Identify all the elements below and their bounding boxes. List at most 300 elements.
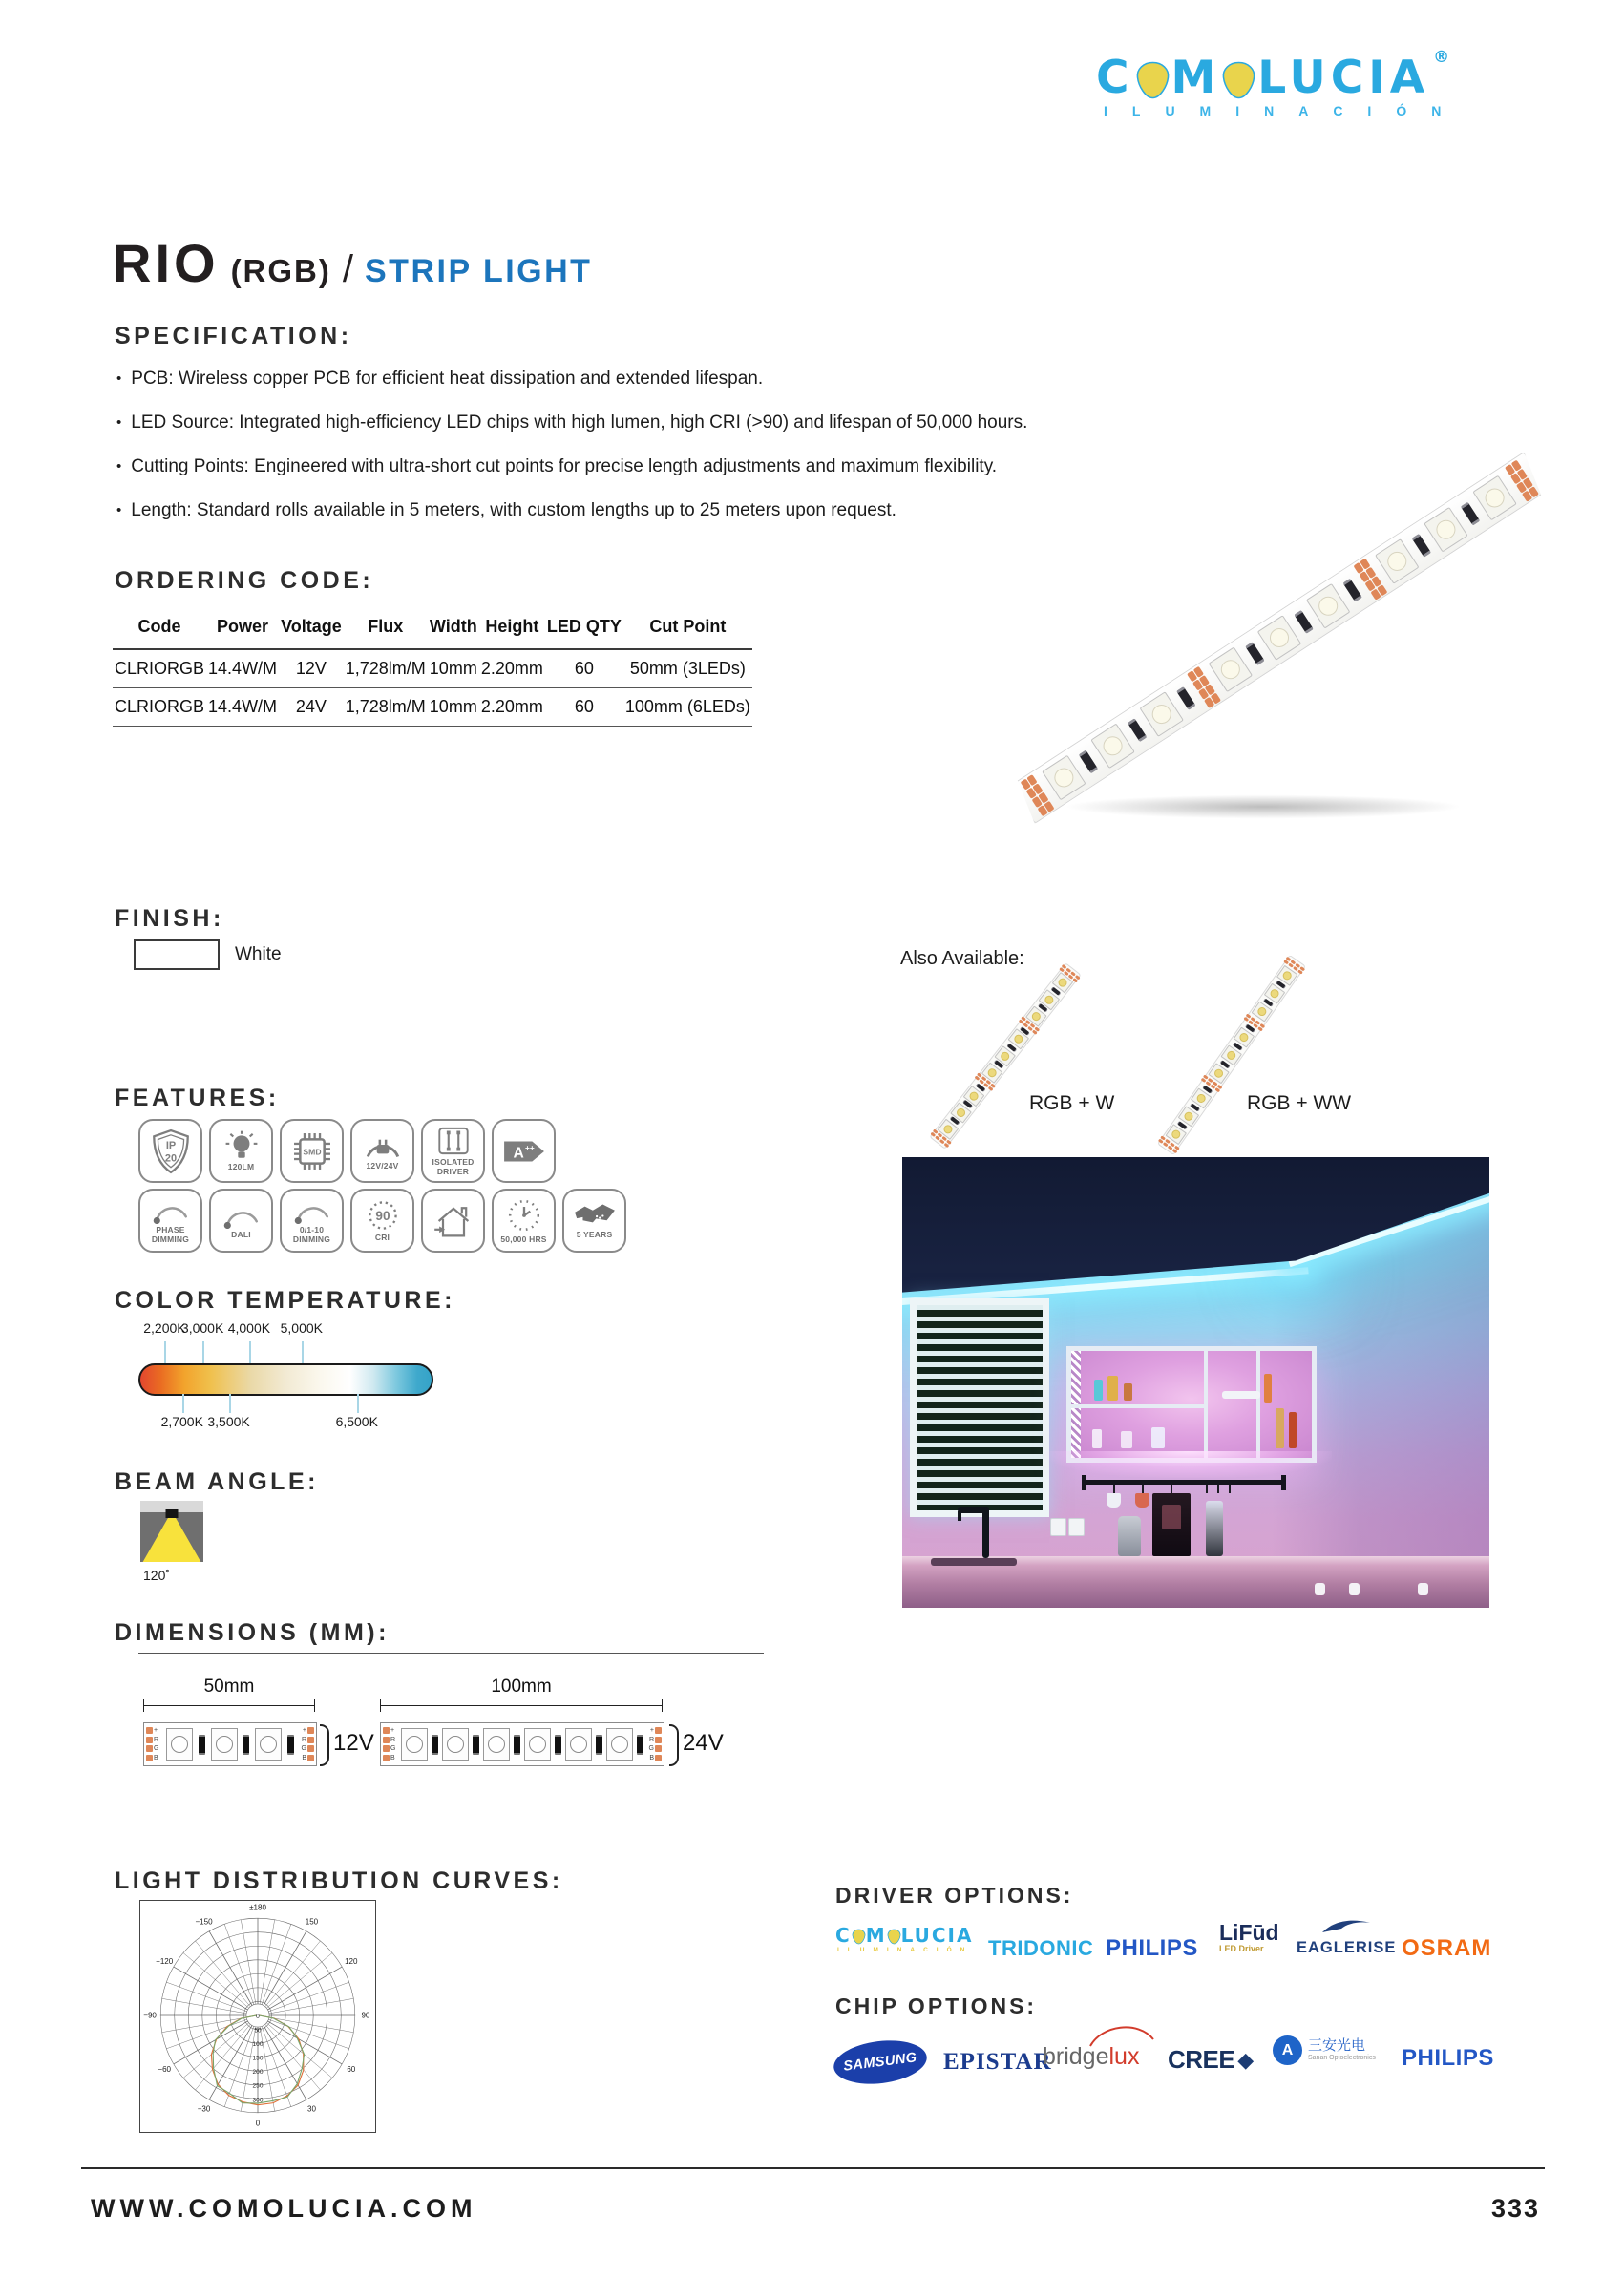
feature-smd [280,1119,344,1183]
logo-pick-icon [887,1929,901,1945]
dimension-line [380,1699,663,1712]
pad-column [381,1723,397,1765]
under-shelf-glow [1045,1451,1332,1478]
ct-label: 3,500K [207,1414,250,1429]
solder-pad [383,1755,390,1761]
brand-wordmark [1096,48,1466,104]
footer-website: WWW.COMOLUCIA.COM [91,2194,477,2223]
footer-divider [81,2167,1545,2169]
col-header: Cut Point [649,617,727,636]
color-gradient-bar [138,1363,433,1396]
resistor [1412,533,1432,557]
feature-label: 12V/24V [366,1160,399,1171]
product-name: RIO [113,233,220,293]
pad-column [300,1723,316,1765]
pad-label: R [390,1736,396,1743]
bulb-icon [224,1130,259,1161]
solder-pad [307,1755,314,1761]
led-chip [1257,615,1301,661]
led-chip [1090,723,1134,769]
led-chip [255,1728,282,1761]
svg-text:−30: −30 [197,2104,211,2114]
finish-heading: FINISH: [115,905,224,932]
cell: 1,728lm/M [345,697,426,716]
pad-column [144,1723,160,1765]
feature-0-1-10-dimming [280,1189,344,1253]
hook [1229,1485,1231,1493]
feature-voltage [350,1119,414,1183]
faucet [982,1507,989,1558]
sanan-letter: A [1281,2041,1294,2058]
chip-icon [290,1129,334,1173]
shelf-board [1071,1404,1204,1408]
title-separator: / [342,248,353,290]
svg-text:A: A [513,1144,524,1161]
pad-label: B [154,1755,158,1762]
eaglerise-logo [1297,1917,1396,1957]
energy-label-icon [502,1138,546,1165]
led-chip [442,1728,469,1761]
pad-label: G [648,1745,654,1753]
svg-text:++: ++ [524,1142,535,1152]
light-distribution-chart [139,1900,376,2133]
resistor [514,1735,520,1755]
led-lens [1482,484,1508,511]
ct-tick [182,1394,184,1413]
led-lens [1051,764,1078,791]
strip-middle [397,1723,646,1765]
plug-icon [363,1131,403,1160]
resistor [473,1735,479,1755]
also-available-label: Also Available: [900,948,1024,969]
features-heading: FEATURES: [115,1085,280,1111]
ct-label: 5,000K [280,1320,323,1336]
bottle [1206,1501,1223,1556]
chip-options-heading: CHIP OPTIONS: [835,1993,1038,2018]
svg-text:±180: ±180 [249,1903,266,1912]
jar [1151,1427,1165,1448]
svg-text:0: 0 [255,2119,261,2128]
led-lens [1182,1109,1194,1122]
hook [1142,1485,1144,1493]
cell: 2.20mm [480,659,543,678]
logo-letter: M [865,1924,887,1947]
resistor [243,1735,249,1755]
cell: 10mm [429,697,477,716]
features-row-1 [138,1119,556,1183]
col-header: Flux [368,617,404,636]
container [1349,1583,1360,1595]
feature-lumen [209,1119,273,1183]
strip1-voltage: 12V [333,1730,374,1756]
bullet-icon: • [116,458,122,475]
led-lens [1012,1033,1024,1045]
svg-text:90: 90 [374,1208,390,1223]
rgbww-strip-photo [1157,957,1305,1152]
variant-label-rgbw: RGB + W [1029,1092,1115,1114]
handshake-icon [573,1202,617,1229]
jar [1124,1383,1132,1401]
feature-label: 5 YEARS [576,1229,613,1239]
led-lens [447,1736,464,1753]
plate-stack [1222,1391,1260,1399]
hook [1217,1485,1219,1493]
pad-column [647,1723,664,1765]
page-title [113,232,592,294]
resistor [555,1735,561,1755]
cri-circle-icon [361,1199,405,1232]
resistor [1294,609,1314,633]
led-lens [1225,1048,1237,1061]
finish-option [134,939,282,970]
cell: 14.4W/M [208,659,278,678]
pad-label: + [302,1726,306,1734]
led-chip [1209,646,1253,692]
registered-mark: ® [1433,48,1455,67]
isolated-driver-icon [433,1126,474,1156]
pad-row [649,1755,662,1761]
pad-row [146,1737,158,1743]
pad-label: + [390,1726,395,1734]
tridonic-logo: TRIDONIC [988,1936,1094,1960]
ct-tick [164,1341,166,1363]
feature-label: PHASE DIMMING [151,1225,190,1244]
bottle [1276,1408,1284,1448]
divider [138,1653,764,1654]
led-lens [1043,993,1055,1005]
svg-text:250: 250 [252,2082,264,2090]
rail-end [1281,1475,1286,1490]
sink [931,1558,1017,1566]
light-distribution-heading: LIGHT DISTRIBUTION CURVES: [115,1867,563,1894]
led-chip [565,1728,592,1761]
led-strip [1156,954,1305,1154]
feature-dali [209,1189,273,1253]
led-lens [1433,516,1460,542]
svg-text:SMD: SMD [302,1146,322,1156]
shelf-divider [1204,1351,1208,1458]
window-blinds [910,1298,1049,1517]
led-lens [1315,592,1341,619]
feature-label: ISOLATED DRIVER [432,1157,475,1176]
light-switch [1068,1518,1085,1536]
svg-text:100: 100 [252,2041,264,2049]
coffee-box-label [1162,1505,1181,1529]
jar [1107,1376,1118,1401]
dimension-line [143,1699,315,1712]
polar-chart-svg [140,1901,375,2132]
feature-label: CRI [374,1232,390,1242]
resistor [1079,749,1099,773]
solder-pad [383,1727,390,1734]
led-strip [1010,452,1550,824]
strip1-length: 50mm [203,1677,255,1697]
svg-text:−60: −60 [158,2064,172,2074]
connector-icon [320,1724,329,1766]
resistor [1461,501,1481,525]
pad-label: B [302,1755,306,1762]
led-chip [1424,506,1467,552]
samsung-logo [832,2035,930,2089]
hook [1171,1485,1172,1493]
pad-row [302,1727,314,1734]
house-icon [432,1203,475,1239]
resistor [199,1735,205,1755]
ct-tick [249,1341,251,1363]
ct-tick [202,1341,204,1363]
led-chip [1306,582,1350,628]
sanan-en-name: Sanan Optoelectronics [1308,2055,1376,2061]
feature-label: 120LM [227,1161,255,1171]
container [1315,1583,1325,1595]
wall-shelf [1066,1346,1317,1463]
strip2-length: 100mm [491,1677,552,1697]
cell: 12V [295,659,327,678]
table-header-row [113,613,752,649]
resistor [1128,718,1148,742]
sanan-mark-icon [1273,2035,1302,2065]
svg-text:20: 20 [164,1151,177,1164]
solder-pad [383,1737,390,1743]
led-lens [1149,701,1175,728]
samsung-wordmark: SAMSUNG [842,2050,918,2075]
led-chip [401,1728,428,1761]
pad-label: R [301,1736,306,1743]
logo-letter: C [1096,52,1134,104]
container [1418,1583,1428,1595]
resistor [287,1735,294,1755]
led-chip [166,1728,193,1761]
strip-middle [160,1723,299,1765]
ct-label: 6,500K [335,1414,378,1429]
feature-label: DALI [231,1229,251,1239]
led-lens [1280,969,1293,981]
beam-angle-heading: BEAM ANGLE: [115,1468,319,1495]
solder-pad [655,1727,662,1734]
svg-text:−90: −90 [143,2011,157,2020]
strip2-voltage: 24V [683,1730,724,1756]
pad-row [146,1755,158,1761]
philips-logo: PHILIPS [1106,1935,1198,1961]
led-lens [570,1736,587,1753]
logo-letter: LUCIA [900,1924,974,1947]
pad-label: B [390,1755,395,1762]
hook [1113,1485,1115,1493]
ct-label: 2,200K [143,1320,186,1336]
resistor [1176,686,1196,709]
bridgelux-wordmark [1043,2043,1139,2071]
led-lens [941,1123,954,1135]
pad-row [146,1727,158,1734]
svg-text:0: 0 [256,2014,260,2021]
cell: 2.20mm [480,697,543,716]
led-lens [1383,548,1410,575]
svg-text:60: 60 [347,2064,356,2074]
footer-page-number: 333 [1490,2194,1540,2223]
connector-icon [669,1724,679,1766]
dimmer-dial-icon [221,1202,262,1229]
ct-label: 2,700K [160,1414,203,1429]
pad-row [302,1755,314,1761]
solder-pad [146,1727,153,1734]
dimmer-dial-icon [292,1197,332,1224]
table-row [113,688,752,727]
feature-label: 0/1-10 DIMMING [292,1225,331,1244]
ordering-heading: ORDERING CODE: [115,567,374,594]
led-lens [1056,977,1068,989]
pad-label: R [648,1736,654,1743]
led-chip [1472,475,1516,520]
logo-letter: C [835,1924,852,1947]
pad-label: + [649,1726,654,1734]
resistor [637,1735,643,1755]
sanan-cn-name: 三安光电 [1308,2037,1366,2054]
svg-text:−150: −150 [195,1917,213,1927]
mug [1107,1493,1121,1508]
feature-ip20 [138,1119,202,1183]
cell: 60 [574,697,594,716]
feature-lifespan [492,1189,556,1253]
bridgelux-logo [1043,2022,1167,2072]
shield-icon [151,1128,191,1174]
led-chip [524,1728,551,1761]
solder-pad [655,1737,662,1743]
pad-row [649,1737,662,1743]
specification-heading: SPECIFICATION: [115,323,352,349]
ct-label: 4,000K [227,1320,271,1336]
led-lens [999,1049,1011,1062]
resistor [1342,578,1362,601]
pad-label: + [154,1726,158,1734]
led-chip [1042,754,1086,800]
led-lens [529,1736,546,1753]
rgbw-strip-photo [917,962,1093,1149]
logo-letter: M [1171,52,1221,104]
led-lens [1195,1092,1208,1105]
spec-text: PCB: Wireless copper PCB for efficient heat dissipation and extended lifespan. [131,369,764,389]
pad-label: R [154,1736,159,1743]
led-lens [171,1736,188,1753]
pad-row [649,1745,662,1752]
solder-pad [146,1745,153,1752]
comolucia-logo [835,1924,988,1953]
ct-tick [229,1394,231,1413]
cell: 100mm (6LEDs) [624,697,750,716]
col-header: Height [485,617,539,636]
color-temperature-scale [138,1320,430,1429]
col-header: Code [137,617,181,636]
application-photo [902,1157,1489,1608]
pad-row [146,1745,158,1752]
brand-subtitle: ILUMINACIÓN [1104,103,1466,118]
faucet [958,1511,961,1521]
led-lens [985,1066,998,1079]
led-lens [1268,987,1280,1000]
led-chip [606,1728,633,1761]
dimensions-heading: DIMENSIONS (MM): [115,1619,390,1646]
col-header: Voltage [281,617,342,636]
led-lens [955,1106,967,1118]
ct-tick [302,1341,304,1363]
features-row-2 [138,1189,626,1253]
bridgelux-red: lux [1108,2043,1140,2070]
feature-label: 50,000 HRS [500,1234,547,1244]
led-chip [211,1728,238,1761]
white-finish-swatch [134,939,220,970]
sanan-logo [1273,2035,1376,2065]
svg-text:90: 90 [361,2011,370,2020]
svg-text:300: 300 [252,2097,264,2104]
solder-pad [383,1745,390,1752]
driver-options-heading: DRIVER OPTIONS: [835,1883,1074,1908]
beam-angle-value: 120˚ [143,1568,171,1583]
solder-pad [307,1737,314,1743]
pad-row [649,1727,662,1734]
cell: CLRIORGB [115,697,205,716]
dimmer-dial-icon [151,1197,191,1224]
resistor [596,1735,602,1755]
led-lens [1255,1005,1268,1018]
shelf-divider [1256,1351,1260,1458]
feature-indoor [421,1189,485,1253]
pad-row [383,1727,395,1734]
led-lens [1217,656,1244,683]
spec-text: Cutting Points: Engineered with ultra-short cut points for precise length adjustments and maximum flexibility. [131,456,998,476]
logo-letter: LUCIA [1257,52,1430,104]
finish-label: White [235,944,282,964]
cell: CLRIORGB [115,659,205,678]
variant-label-rgbww: RGB + WW [1247,1092,1352,1114]
feature-warranty [562,1189,626,1253]
resistor [432,1735,438,1755]
solder-pad [307,1745,314,1752]
feature-cri [350,1189,414,1253]
spec-bullet [116,412,1300,432]
cree-diamond-icon: ◆ [1237,2047,1255,2072]
col-header: LED QTY [546,617,622,636]
light-switch [1050,1518,1066,1536]
cell: 24V [295,697,327,716]
pad-label: G [301,1745,306,1753]
led-lens [1100,732,1127,759]
led-lens [1213,1066,1225,1079]
epistar-logo: EPISTAR [943,2049,1052,2075]
pad-label: B [649,1755,654,1762]
table-row [113,649,752,688]
led-chip [1139,691,1183,737]
led-strip [929,962,1081,1150]
led-lens [968,1089,981,1102]
kettle [1118,1516,1141,1556]
spec-bullet [116,369,1300,389]
pad-row [302,1737,314,1743]
logo-pick-icon [852,1929,866,1945]
jar [1094,1380,1103,1401]
comolucia-wordmark [835,1924,988,1947]
strip-diagram-100mm [380,1722,664,1766]
led-lens [488,1736,505,1753]
sanan-text [1308,2038,1376,2062]
cell: 1,728lm/M [345,659,426,678]
ct-label: 3,000K [180,1320,224,1336]
comolucia-subtitle: ILUMINACIÓN [837,1947,974,1953]
beam-angle-icon [140,1501,203,1562]
solder-pad [655,1745,662,1752]
pad-row [383,1737,395,1743]
ct-tick [357,1394,359,1413]
product-variant: (RGB) [230,253,331,288]
cell: 60 [574,659,594,678]
